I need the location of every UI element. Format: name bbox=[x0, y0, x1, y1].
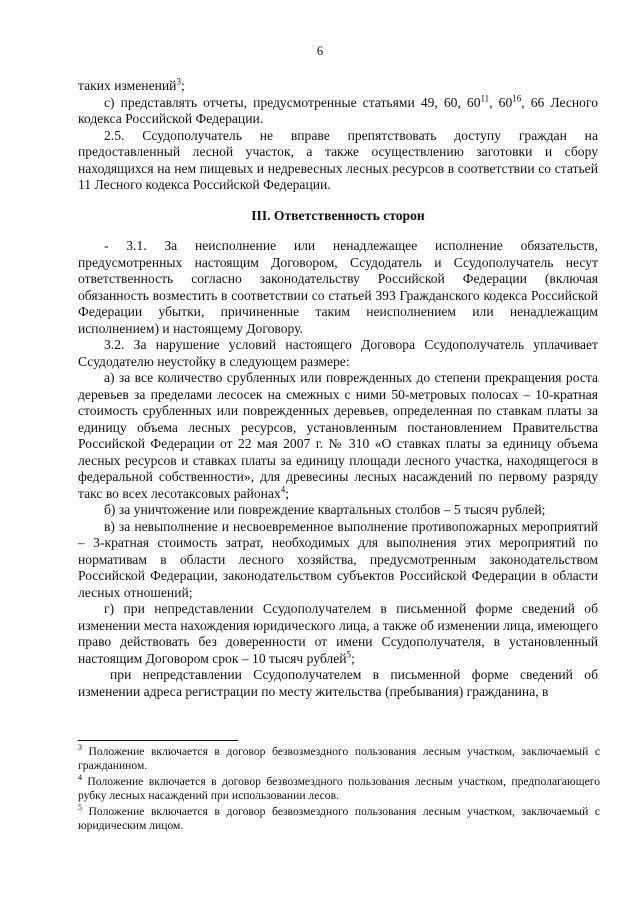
footnote-text: Положение включается в договор безвозмездного пользования лесным участком, заключаемый с гражданином. bbox=[78, 745, 600, 773]
paragraph-tail: ; bbox=[285, 485, 290, 501]
paragraph-3-2-a bbox=[78, 370, 598, 502]
superscript-16: 16 bbox=[512, 92, 522, 103]
paragraph-text: , 66 Лесного кодекса Российской Федерации. bbox=[78, 94, 598, 126]
footnote-mark: 5 bbox=[78, 802, 82, 812]
paragraph-text: с) представлять отчеты, предусмотренные статьями 49, 60, 60 bbox=[104, 94, 481, 110]
paragraph-tail: ; bbox=[351, 650, 355, 666]
footnote-4 bbox=[78, 772, 600, 804]
paragraph-text: а) за все количество срубленных или поврежденных до степени прекращения роста деревьев за пределами лесосек на смежных с ними 50-метровых полосах – 10-кратная стоимость срубленных или поврежденных деревьев, определенная по ставкам платы за единицу объема лесных ресурсов, установленным постановлением Правительства Российской Федерации от 22 мая 2007 г. № 310 «О ставках платы за единицу объема лесных ресурсов и ставках платы за единицу площади лесного участка, находящегося в федеральной собственности», для древесины лесных насаждений по первому разряду такс во всех лесотаксовых районах bbox=[78, 370, 598, 501]
paragraph-text: г) при непредставлении Ссудополучателем в письменной форме сведений об изменении места нахождения юридического лица, а также об изменении лица, имеющего право действовать без доверенности от имени Ссудополучателя, в установленный настоящим Договором срок – 10 тысяч рублей bbox=[78, 601, 598, 666]
footnotes bbox=[78, 745, 600, 834]
page-number: 6 bbox=[316, 44, 324, 58]
superscript-11: 11 bbox=[480, 92, 490, 103]
paragraph-3-2-g-citizen: при непредставлении Ссудополучателем в письменной форме сведений об изменении адреса регистрации по месту жительства (пребывания) гражданина, в bbox=[78, 667, 598, 699]
paragraph-3-2-b: б) за уничтожение или повреждение квартальных столбов – 5 тысяч рублей; bbox=[104, 502, 546, 517]
footnote-ref-3: 3 bbox=[176, 76, 181, 87]
paragraph-text: таких изменений bbox=[78, 78, 177, 93]
paragraph-3-2: 3.2. За нарушение условий настоящего Договора Ссудополучатель уплачивает Ссудодателю неустойку в следующем размере: bbox=[78, 337, 598, 369]
paragraph-text: , 60 bbox=[489, 94, 513, 110]
footnote-3 bbox=[78, 745, 600, 774]
footnote-ref-4: 4 bbox=[280, 483, 286, 494]
paragraph-tail: ; bbox=[180, 78, 185, 93]
paragraph-3-2-g bbox=[78, 601, 598, 667]
paragraph-2c bbox=[78, 92, 598, 128]
footnote-separator bbox=[78, 740, 238, 741]
section-heading: III. Ответственность сторон bbox=[251, 207, 425, 223]
footnote-mark: 4 bbox=[78, 772, 82, 782]
footnote-text: Положение включается в договор безвозмездного пользования лесным участком, предполагающего рубку лесных насаждений при использовании лесов. bbox=[78, 774, 600, 803]
paragraph-2-5: 2.5. Ссудополучатель не вправе препятствовать доступу граждан на предоставленный лесной участок, а также осуществлению заготовки и сбору находящихся на нем пищевых и недревесных лесных ресурсов в соответствии со статьей 11 Лесного кодекса Российской Федерации. bbox=[78, 127, 598, 192]
footnote-ref-5: 5 bbox=[346, 648, 352, 659]
document-body bbox=[78, 78, 598, 700]
footnote-text: Положение включается в договор безвозмездного пользования лесным участком, заключаемый с юридическим лицом. bbox=[78, 804, 600, 833]
paragraph-3-2-v: в) за невыполнение и несвоевременное выполнение противопожарных мероприятий – 3-кратная стоимость затрат, необходимых для выполнения этих мероприятий по нормативам в области лесного хозяйства, предусмотренным законодательством Российской Федерации, законодательством субъектов Российской Федерации в области лесных отношений; bbox=[78, 518, 598, 600]
paragraph-3-1: - 3.1. За неисполнение или ненадлежащее исполнение обязательств, предусмотренных настоящим Договором, Ссудодатель и Ссудополучатель несут ответственность согласно законодательству Российской Федерации (включая обязанность возместить в соответствии со статьей 393 Гражданского кодекса Российской Федерации убытки, причиненные таким неисполнением или ненадлежащим исполнением) и настоящему Договору. bbox=[78, 238, 598, 336]
footnote-5 bbox=[78, 802, 600, 834]
footnote-mark: 3 bbox=[78, 743, 82, 753]
